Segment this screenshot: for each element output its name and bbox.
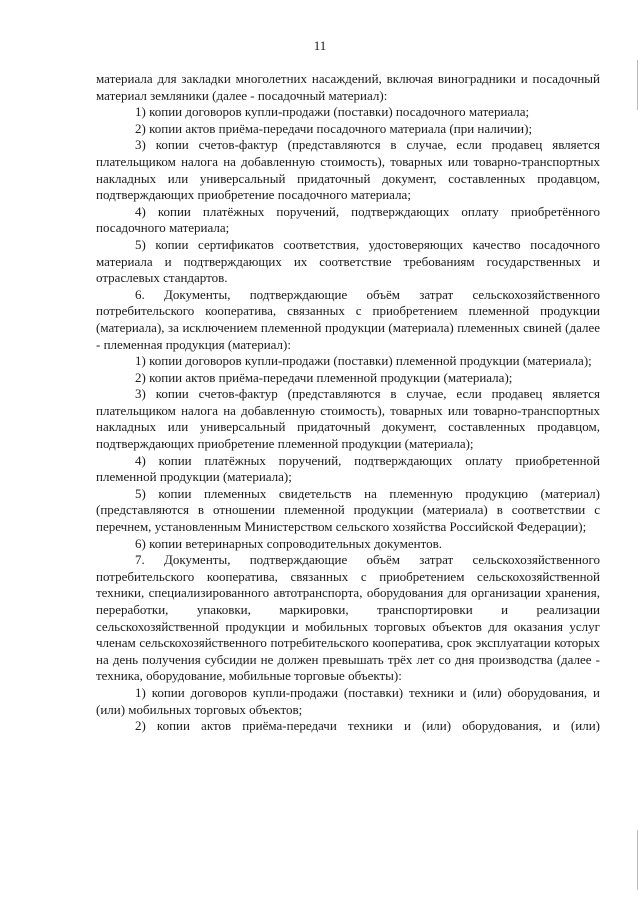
paragraph-breeding-item-4: 4) копии платёжных поручений, подтверждающих оплату приобретенной племенной продукции (материала); [96,452,600,485]
paragraph-equipment-item-1: 1) копии договоров купли-продажи (поставки) техники и (или) оборудования, и (или) мобильных торговых объектов; [96,684,600,717]
paragraph-planting-material-definition: материала для закладки многолетних насаждений, включая виноградники и посадочный материал земляники (далее - посадочный материал): [96,71,600,103]
document-body [96,71,600,735]
paragraph-breeding-item-3: 3) копии счетов-фактур (представляются в случае, если продавец является плательщиком налога на добавленную стоимость), товарных или товарно-транспортных накладных или универсальный придаточный документ, составленных продавцом, подтверждающих приобретение племенной продукции (материала); [96,386,600,452]
paragraph-breeding-item-5: 5) копии племенных свидетельств на племенную продукцию (материал) (представляются в отношении племенной продукции (материала) в соответствии с перечнем, установленным Министерством сельского хозяйства Российской Федерации); [96,485,600,535]
paragraph-planting-item-4: 4) копии платёжных поручений, подтверждающих оплату приобретённого посадочного материала; [96,203,600,236]
scan-edge-mark [637,830,638,890]
paragraph-section-7: 7. Документы, подтверждающие объём затрат сельскохозяйственного потребительского кооператива, связанных с приобретением сельскохозяйственной техники, специализированного автотранспорта, оборудования для организации хранения, переработки, упаковки, маркировки, транспортировки и реализации сельскохозяйственной продукции и мобильных торговых объектов для оказания услуг членам сельскохозяйственного потребительского кооператива, срок эксплуатации которых на день получения субсидии не должен превышать трёх лет со дня производства (далее - техника, оборудование, мобильные торговые объекты): [96,552,600,684]
paragraph-breeding-item-1: 1) копии договоров купли-продажи (поставки) племенной продукции (материала); [135,353,592,369]
paragraph-equipment-item-2: 2) копии актов приёма-передачи техники и (или) оборудования, и (или) [135,718,600,734]
paragraph-breeding-item-6: 6) копии ветеринарных сопроводительных документов. [135,535,442,551]
scan-edge-mark [637,60,638,110]
paragraph-planting-item-3: 3) копии счетов-фактур (представляются в случае, если продавец является плательщиком налога на добавленную стоимость), товарных или товарно-транспортных накладных или универсальный придаточный документ, составленных продавцом, подтверждающих приобретение посадочного материала; [96,137,600,203]
page-number: 11 [313,38,327,53]
paragraph-planting-item-2: 2) копии актов приёма-передачи посадочного материала (при наличии); [135,120,533,136]
paragraph-planting-item-1: 1) копии договоров купли-продажи (поставки) посадочного материала; [135,104,530,120]
paragraph-section-6: 6. Документы, подтверждающие объём затрат сельскохозяйственного потребительского кооператива, связанных с приобретением племенной продукции (материала), за исключением племенной продукции (материала) племенных свиней (далее - племенная продукция (материал): [96,286,600,352]
paragraph-breeding-item-2: 2) копии актов приёма-передачи племенной продукции (материала); [135,369,513,385]
paragraph-planting-item-5: 5) копии сертификатов соответствия, удостоверяющих качество посадочного материала и подтверждающих их соответствие требованиям государственных и отраслевых стандартов. [96,236,600,286]
